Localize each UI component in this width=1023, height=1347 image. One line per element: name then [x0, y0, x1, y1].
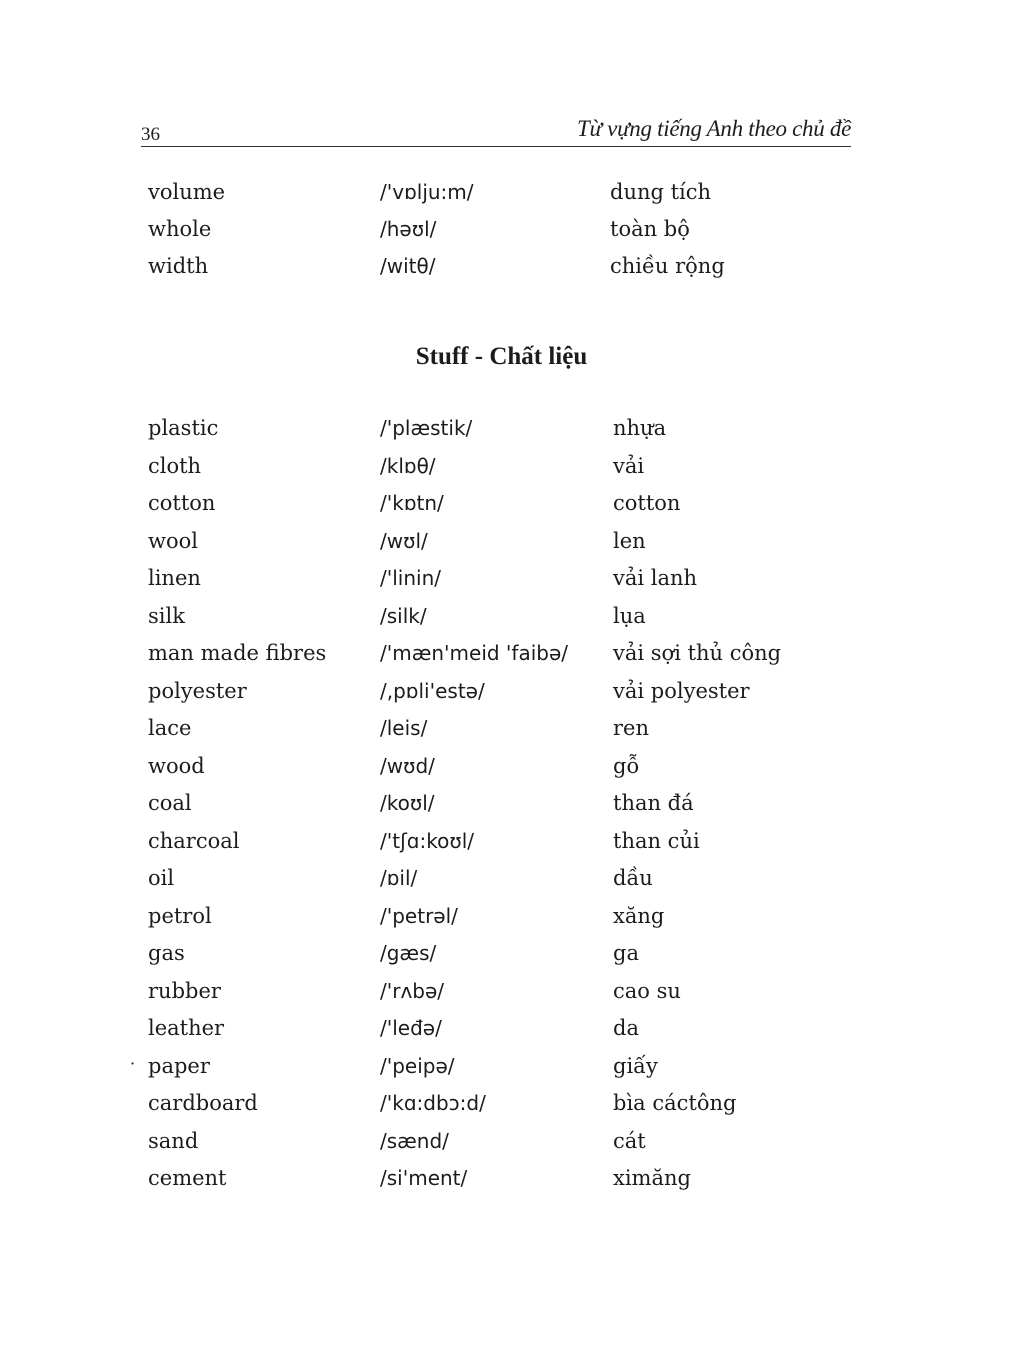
vocab-ipa: /witθ/	[380, 254, 436, 278]
vocab-row	[148, 641, 828, 679]
vocab-list-top	[148, 180, 828, 291]
vocab-meaning: vải polyester	[613, 678, 750, 703]
vocab-row	[148, 1129, 828, 1167]
vocab-ipa: /'leđə/	[380, 1016, 442, 1040]
vocab-meaning: dung tích	[610, 180, 712, 204]
vocab-row	[148, 254, 828, 291]
vocab-ipa: /'tʃɑ:koʊl/	[380, 828, 474, 853]
vocab-meaning: len	[613, 528, 646, 553]
vocab-meaning: ximăng	[613, 1166, 691, 1190]
vocab-word: cement	[148, 1166, 227, 1190]
vocab-meaning: dầu	[613, 866, 653, 890]
vocab-word: oil	[148, 866, 175, 890]
vocab-ipa: /həʊl/	[380, 217, 437, 241]
vocab-meaning: vải sợi thủ công	[613, 641, 782, 665]
vocab-row	[148, 829, 828, 867]
vocab-word: linen	[148, 566, 201, 590]
vocab-row	[148, 754, 828, 792]
vocab-meaning: ga	[613, 941, 639, 965]
vocab-row	[130, 1053, 828, 1092]
vocab-word: plastic	[148, 416, 219, 440]
vocab-meaning: cao su	[613, 978, 681, 1003]
vocab-word: volume	[148, 180, 226, 204]
vocab-ipa: /wʊl/	[380, 528, 428, 553]
book-title: Từ vựng tiếng Anh theo chủ đề	[576, 116, 851, 141]
vocab-row	[148, 679, 828, 717]
vocab-word: wood	[148, 753, 205, 778]
section-heading: Stuff - Chất liệu	[415, 343, 588, 370]
vocab-meaning: than đá	[613, 791, 694, 815]
vocab-ipa: /sænd/	[380, 1128, 449, 1153]
vocab-row	[148, 416, 828, 454]
vocab-meaning: gỗ	[613, 753, 640, 778]
vocab-word: cardboard	[148, 1091, 258, 1115]
vocab-word: wool	[148, 528, 198, 553]
vocab-meaning: ren	[613, 716, 649, 740]
vocab-ipa: /klɒθ/	[380, 453, 436, 478]
vocab-word: coal	[148, 791, 192, 815]
vocab-list-stuff	[130, 416, 828, 1204]
vocab-word: gas	[148, 941, 185, 965]
vocab-word: petrol	[148, 903, 212, 928]
vocab-row	[148, 791, 828, 829]
vocab-ipa: /si'ment/	[380, 1166, 468, 1190]
vocab-row	[148, 604, 828, 642]
vocab-row	[148, 566, 828, 604]
vocab-word: man made fibres	[148, 641, 327, 665]
vocab-row	[148, 866, 828, 904]
vocab-ipa: /'kɑ:dbɔ:d/	[380, 1091, 486, 1115]
bullet-mark: ·	[130, 1053, 136, 1073]
vocab-word: cloth	[148, 453, 202, 478]
vocab-ipa: /koʊl/	[380, 791, 435, 815]
vocab-ipa: /'rʌbə/	[380, 978, 445, 1003]
vocab-word: sand	[148, 1128, 199, 1153]
vocab-word: rubber	[148, 978, 221, 1003]
vocab-ipa: /'petrəl/	[380, 903, 458, 928]
vocab-meaning: chiều rộng	[610, 254, 725, 278]
vocab-word: paper	[148, 1053, 210, 1078]
vocab-row	[148, 1166, 828, 1204]
vocab-row	[148, 1016, 828, 1054]
vocab-word: polyester	[148, 678, 247, 703]
vocab-word: leather	[148, 1016, 225, 1040]
vocab-row	[148, 491, 828, 529]
vocab-meaning: giấy	[613, 1053, 658, 1078]
vocab-word: whole	[148, 217, 212, 241]
vocab-word: silk	[148, 603, 185, 628]
vocab-row	[148, 979, 828, 1017]
vocab-meaning: cát	[613, 1128, 646, 1153]
vocab-ipa: /silk/	[380, 603, 427, 628]
vocab-ipa: /leis/	[380, 716, 428, 740]
vocab-row	[148, 1091, 828, 1129]
vocab-ipa: /'vɒlju:m/	[380, 180, 474, 204]
page-header	[141, 112, 851, 147]
vocab-meaning: vải lanh	[613, 566, 698, 590]
vocab-ipa: /wʊd/	[380, 753, 435, 778]
vocab-meaning: vải	[613, 453, 645, 478]
vocab-meaning: xăng	[613, 903, 665, 928]
vocab-ipa: /'linin/	[380, 566, 441, 590]
vocab-row	[148, 941, 828, 979]
vocab-row	[148, 904, 828, 942]
vocab-ipa: /'mæn'meid 'faibə/	[380, 641, 569, 665]
vocab-ipa: /'kɒtn/	[380, 491, 444, 515]
vocab-meaning: cotton	[613, 491, 681, 515]
vocab-meaning: bìa cáctông	[613, 1091, 737, 1115]
vocab-row	[148, 529, 828, 567]
vocab-word: charcoal	[148, 828, 240, 853]
vocab-word: lace	[148, 716, 192, 740]
vocab-row	[148, 454, 828, 492]
vocab-meaning: than củi	[613, 828, 700, 853]
vocab-row	[148, 217, 828, 254]
vocab-meaning: nhựa	[613, 416, 667, 440]
vocab-ipa: /,pɒli'estə/	[380, 678, 485, 703]
vocab-ipa: /gæs/	[380, 941, 437, 965]
page-number: 36	[141, 124, 160, 145]
vocab-word: width	[148, 254, 209, 278]
vocab-ipa: /'peipə/	[380, 1053, 455, 1078]
vocab-row	[148, 180, 828, 217]
vocab-meaning: toàn bộ	[610, 217, 690, 241]
vocab-row	[148, 716, 828, 754]
vocab-word: cotton	[148, 491, 216, 515]
vocab-meaning: lụa	[613, 603, 646, 628]
vocab-ipa: /'plæstik/	[380, 416, 473, 440]
vocab-meaning: da	[613, 1016, 639, 1040]
vocab-ipa: /ɒil/	[380, 866, 418, 890]
